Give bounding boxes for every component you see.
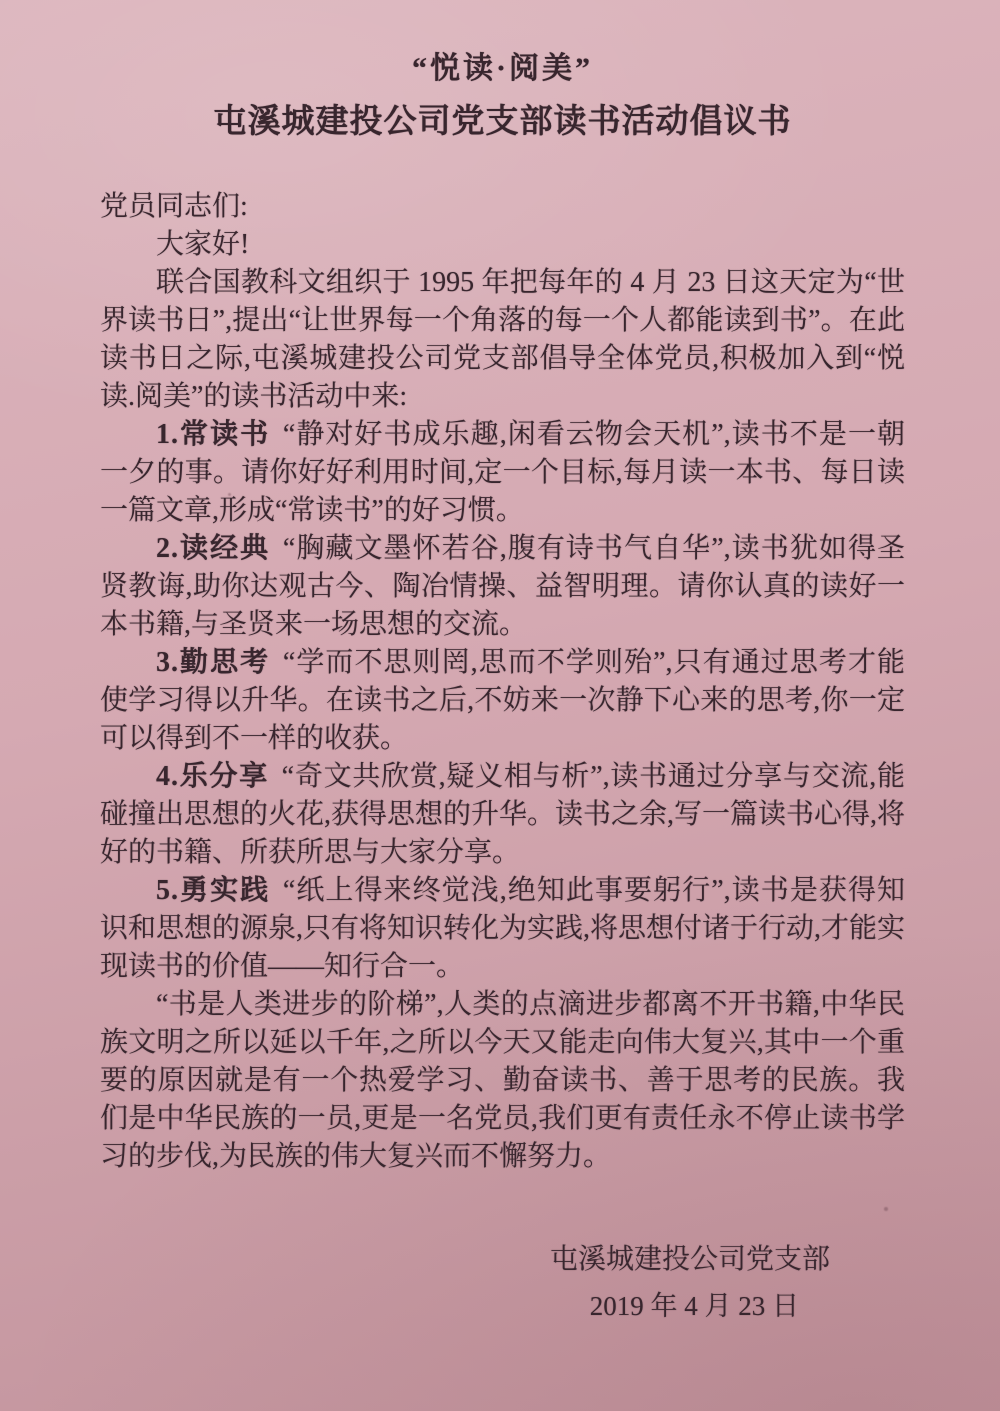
document-title-line1: “悦读·阅美”	[411, 52, 593, 85]
paper-speck	[228, 493, 231, 496]
item-4-text: “奇文共欣赏,疑义相与析”,读书通过分享与交流,能碰撞出思想的火花,获得思想的升华。读书之余,写一篇读书心得,将好的书籍、所获所思与大家分享。	[100, 761, 906, 868]
item-1-text: “静对好书成乐趣,闲看云物会天机”,读书不是一朝一夕的事。请你好好利用时间,定一个目标,每月读一本书、每日读一篇文章,形成“常读书”的好习惯。	[100, 419, 905, 526]
item-3-text: “学而不思则罔,思而不学则殆”,只有通过思考才能使学习得以升华。在读书之后,不妨来一次静下心来的思考,你一定可以得到不一样的收获。	[100, 647, 905, 754]
item-3-label: 3.勤思考	[156, 647, 271, 678]
item-paragraph-3	[100, 644, 905, 758]
document-body	[100, 188, 905, 1176]
salutation: 党员同志们:	[100, 191, 248, 222]
item-2-label: 2.读经典	[156, 533, 271, 564]
item-paragraph-1	[100, 416, 905, 530]
item-paragraph-5	[100, 872, 905, 986]
paper-speck	[884, 1207, 888, 1211]
document-title-line2: 屯溪城建投公司党支部读书活动倡议书	[213, 104, 792, 140]
item-2-text: “胸藏文墨怀若谷,腹有诗书气自华”,读书犹如得圣贤教诲,助你达观古今、陶冶情操、益智明理。请你认真的读好一本书籍,与圣贤来一场思想的交流。	[100, 533, 905, 640]
item-paragraph-2	[100, 530, 905, 644]
item-paragraph-4	[100, 758, 905, 872]
signature-org: 屯溪城建投公司党支部	[549, 1244, 830, 1275]
greeting-paragraph: 大家好!	[156, 229, 250, 260]
item-1-label: 1.常读书	[156, 419, 271, 450]
closing-paragraph: “书是人类进步的阶梯”,人类的点滴进步都离不开书籍,中华民族文明之所以延以千年,之所以今天又能走向伟大复兴,其中一个重要的原因就是有一个热爱学习、勤奋读书、善于思考的民族。我们是中华民族的一员,更是一名党员,我们更有责任永不停止读书学习的步伐,为民族的伟大复兴而不懈努力。	[100, 989, 905, 1172]
signature-block	[100, 1240, 905, 1326]
item-5-label: 5.勇实践	[156, 875, 271, 906]
item-5-text: “纸上得来终觉浅,绝知此事要躬行”,读书是获得知识和思想的源泉,只有将知识转化为实践,将思想付诸于行动,才能实现读书的价值——知行合一。	[100, 875, 906, 982]
intro-paragraph: 联合国教科文组织于 1995 年把每年的 4 月 23 日这天定为“世界读书日”,提出“让世界每一个角落的每一个人都能读到书”。在此读书日之际,屯溪城建投公司党支部倡导全体党员,积极加入到“悦读.阅美”的读书活动中来:	[100, 267, 905, 412]
signature-date: 2019 年 4 月 23 日	[589, 1291, 799, 1321]
item-4-label: 4.乐分享	[156, 761, 270, 792]
